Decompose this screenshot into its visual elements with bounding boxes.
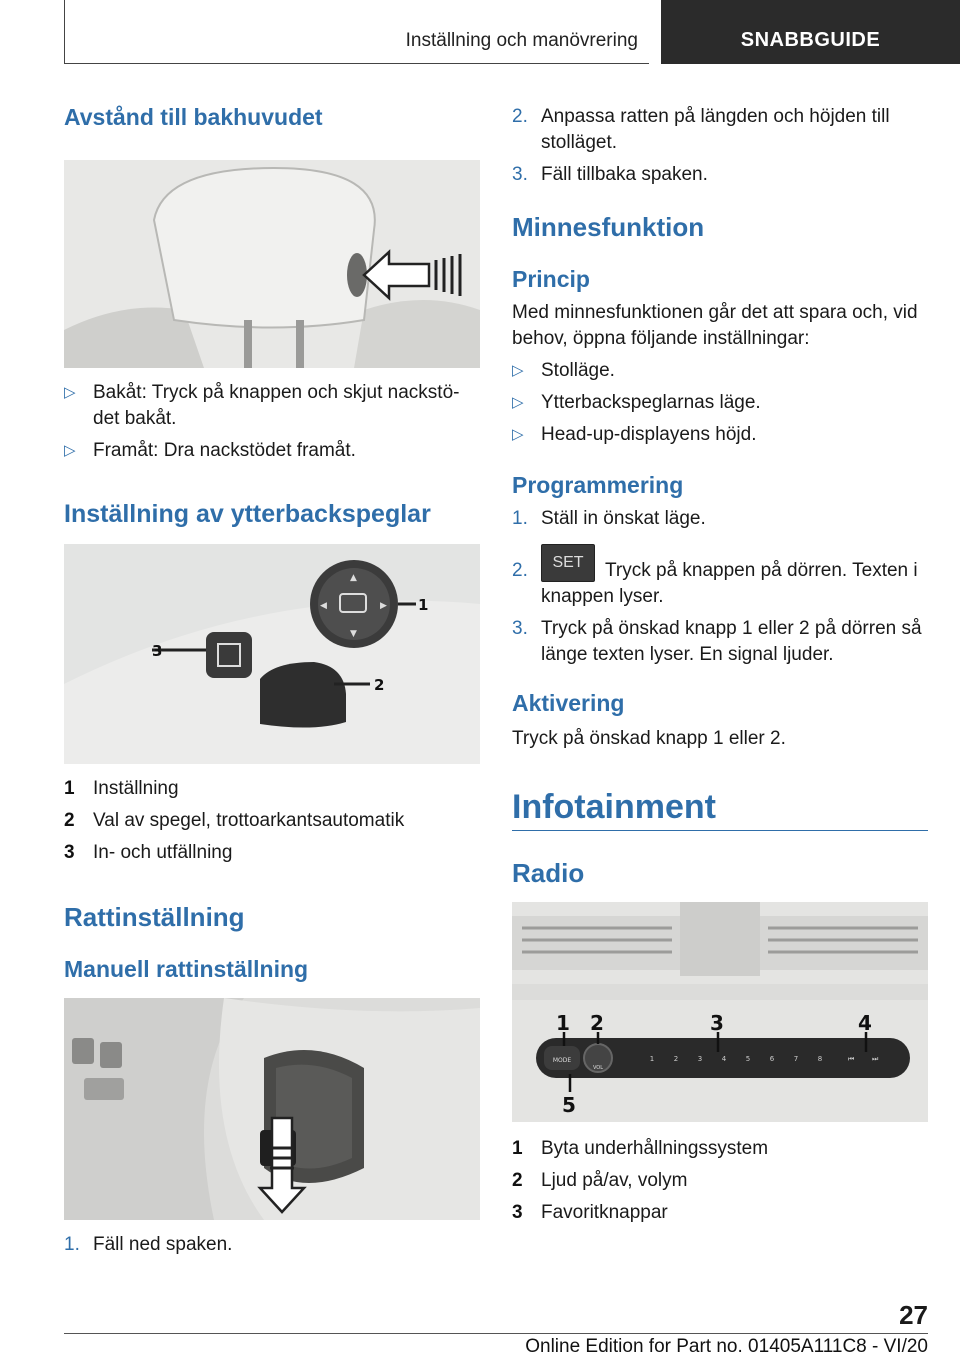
header-rule xyxy=(64,0,65,64)
steering-step-2: 2. Anpassa ratten på längden och höjden till stolläget. xyxy=(512,106,890,153)
activation-title: Aktivering xyxy=(512,690,625,716)
triangle-bullet-icon: ▷ xyxy=(64,384,76,401)
triangle-bullet-icon: ▷ xyxy=(512,394,524,411)
radio-callout-1: 1 xyxy=(556,1011,570,1035)
header-tab-quickguide[interactable]: SNABBGUIDE xyxy=(661,0,960,64)
svg-text:▲: ▲ xyxy=(350,573,357,583)
callout-2: 2 xyxy=(374,676,385,694)
triangle-bullet-icon: ▷ xyxy=(512,426,524,443)
svg-text:⏮: ⏮ xyxy=(848,1055,855,1063)
steering-title: Rattinställning xyxy=(64,902,245,932)
memory-title: Minnesfunktion xyxy=(512,212,705,242)
svg-text:2: 2 xyxy=(673,1055,679,1063)
svg-text:6: 6 xyxy=(769,1055,775,1063)
infotainment-title: Infotainment xyxy=(512,788,716,826)
steering-step-1: 1. Fäll ned spaken. xyxy=(64,1234,233,1255)
mirror-legend-1: 1 Inställning xyxy=(64,778,179,799)
callout-1: 1 xyxy=(418,596,429,614)
footer-edition: Online Edition for Part no. 01405A111C8 - VI/20 xyxy=(525,1336,928,1357)
radio-panel-image xyxy=(512,902,928,1122)
svg-text:⏭: ⏭ xyxy=(872,1055,879,1063)
headrest-image xyxy=(64,160,480,368)
mirror-legend-2: 2 Val av spegel, trottoarkantsautomatik xyxy=(64,810,405,831)
radio-legend-2: 2 Ljud på/av, volym xyxy=(512,1170,688,1191)
radio-title: Radio xyxy=(512,858,585,888)
set-button-icon: SET xyxy=(541,544,595,582)
radio-callout-2: 2 xyxy=(590,1011,604,1035)
memory-bullet-mirrors: ▷ Ytterbackspeglarnas läge. xyxy=(512,390,928,416)
callout-3: 3 xyxy=(152,642,163,660)
infotainment-rule xyxy=(512,830,928,831)
svg-text:5: 5 xyxy=(745,1055,751,1063)
headrest-bullet-forward: ▷ Framåt: Dra nackstödet framåt. xyxy=(64,438,480,464)
header-underline xyxy=(64,63,649,64)
radio-callout-3: 3 xyxy=(710,1011,724,1035)
svg-text:4: 4 xyxy=(721,1055,727,1063)
svg-text:1: 1 xyxy=(649,1055,655,1063)
svg-text:8: 8 xyxy=(817,1055,823,1063)
principle-title: Princip xyxy=(512,266,590,292)
steering-subtitle: Manuell rattinställning xyxy=(64,956,309,982)
svg-text:▼: ▼ xyxy=(350,629,357,639)
triangle-bullet-icon: ▷ xyxy=(64,442,76,459)
steering-step-3: 3. Fäll tillbaka spaken. xyxy=(512,164,708,185)
steering-lever-image xyxy=(64,998,480,1220)
activation-text: Tryck på önskad knapp 1 eller 2. xyxy=(512,728,786,749)
triangle-bullet-icon: ▷ xyxy=(512,362,524,379)
svg-text:3: 3 xyxy=(697,1055,703,1063)
headrest-title: Avstånd till bakhuvudet xyxy=(64,104,323,130)
mirror-legend-3: 3 In- och utfällning xyxy=(64,842,233,863)
mirrors-title: Inställning av ytterbackspeglar xyxy=(64,500,431,528)
radio-legend-3: 3 Favoritknappar xyxy=(512,1202,668,1223)
radio-mode-label: MODE xyxy=(552,1057,572,1064)
page-number: 27 xyxy=(899,1300,928,1330)
radio-callout-4: 4 xyxy=(858,1011,872,1035)
principle-text: Med minnesfunktionen går det att spara och, vid behov, öppna följande inställningar: xyxy=(512,302,918,349)
headrest-bullet-back: ▷ Bakåt: Tryck på knappen och skjut nackstö- det bakåt. xyxy=(64,382,460,429)
mirror-controls-image xyxy=(64,544,480,764)
programming-title: Programmering xyxy=(512,472,684,498)
radio-vol-label: VOL xyxy=(592,1065,604,1071)
programming-step-2: 2. SET Tryck på knappen på dörren. Texten i knappen lyser. xyxy=(512,558,928,610)
svg-text:◀: ◀ xyxy=(320,601,327,611)
svg-text:▶: ▶ xyxy=(380,601,387,611)
footer-rule xyxy=(64,1333,928,1334)
svg-text:7: 7 xyxy=(793,1055,799,1063)
memory-bullet-seat: ▷ Stolläge. xyxy=(512,358,928,384)
programming-step-1: 1. Ställ in önskat läge. xyxy=(512,508,706,529)
radio-legend-1: 1 Byta underhållningssystem xyxy=(512,1138,769,1159)
programming-step-3: 3. Tryck på önskad knapp 1 eller 2 på dörren så länge texten lyser. En signal ljuder. xyxy=(512,618,922,665)
header-section-title: Inställning och manövrering xyxy=(405,30,638,51)
memory-bullet-hud: ▷ Head-up-displayens höjd. xyxy=(512,422,928,448)
radio-callout-5: 5 xyxy=(562,1093,576,1117)
